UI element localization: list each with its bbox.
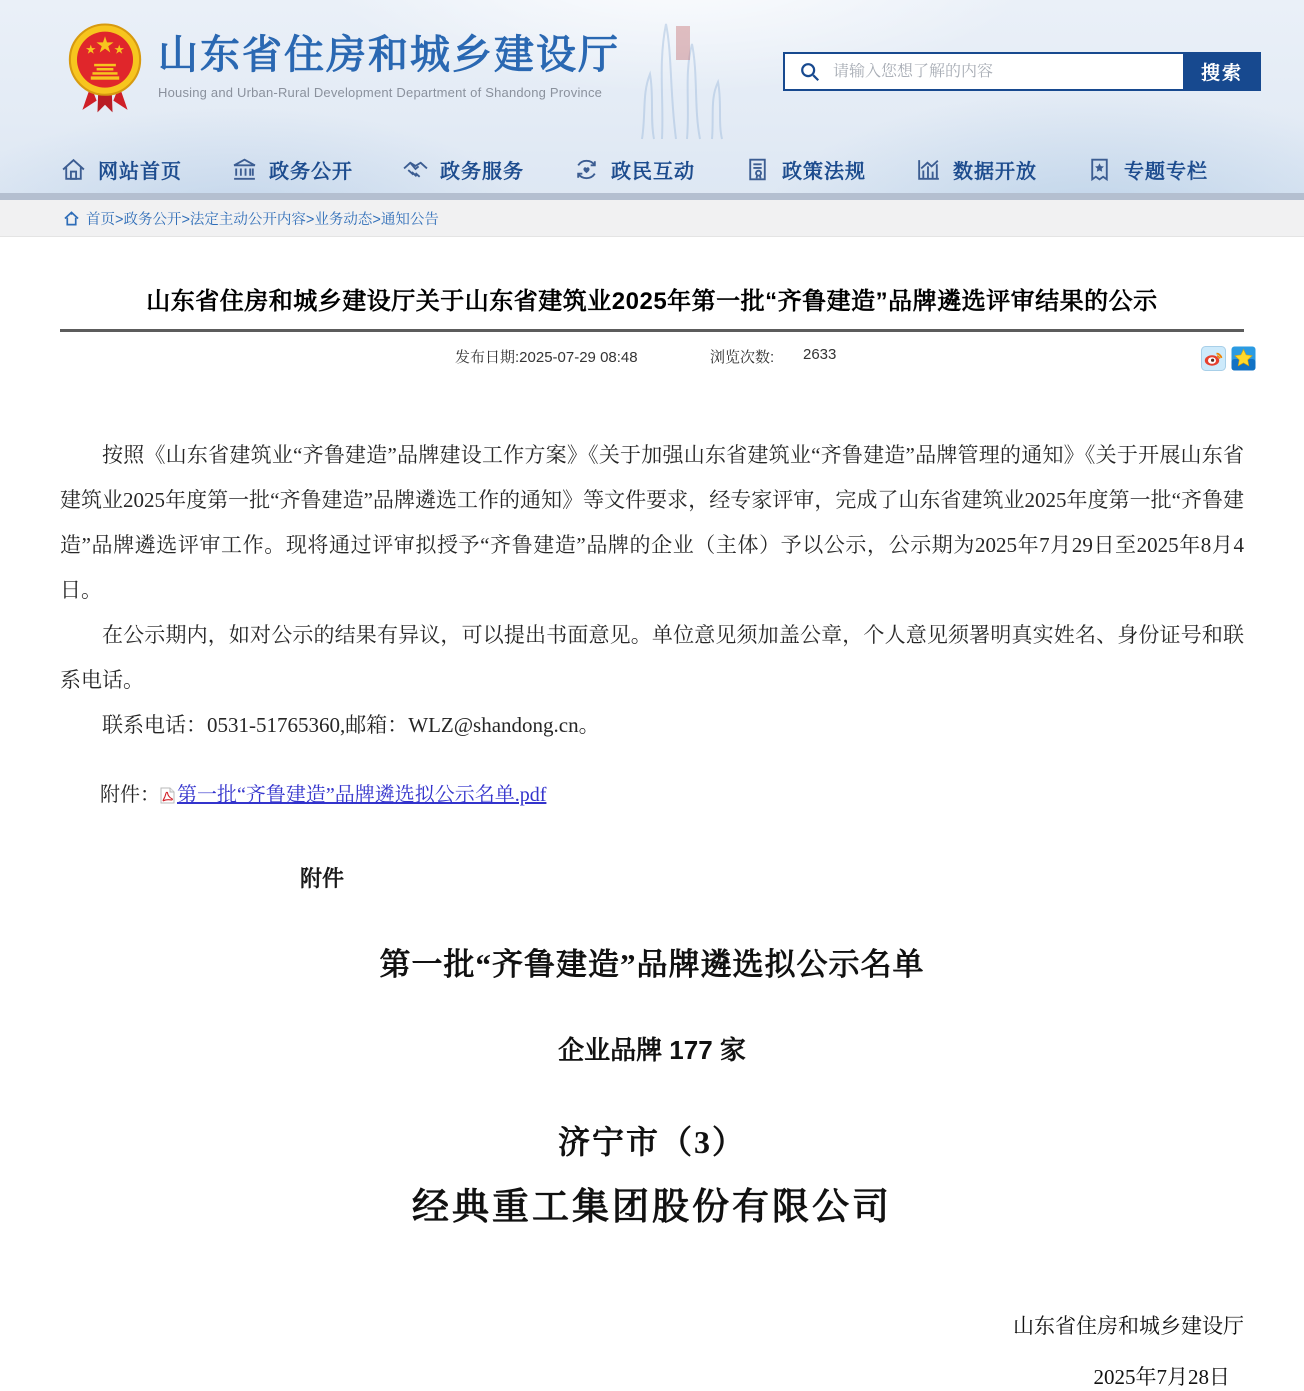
nav-label: 专题专栏 — [1124, 160, 1208, 183]
nav-label: 网站首页 — [98, 160, 182, 183]
interaction-heart-icon — [573, 156, 600, 183]
site-title: 山东省住房和城乡建设厅 — [158, 33, 620, 77]
main-navigation — [0, 145, 1304, 193]
top-header-zone — [0, 0, 1304, 200]
attachment-document-preview — [60, 862, 1244, 1391]
weibo-share-icon[interactable] — [1201, 346, 1226, 371]
home-icon — [64, 211, 79, 226]
pdf-file-icon — [160, 787, 175, 804]
search-bar — [783, 52, 1261, 91]
article-body — [60, 433, 1244, 748]
doc-heading: 附件 — [300, 866, 345, 891]
handshake-icon — [402, 156, 429, 183]
doc-city-group: 济宁市（3） — [557, 1124, 746, 1160]
search-button[interactable]: 搜索 — [1183, 52, 1261, 91]
search-icon — [799, 61, 821, 83]
view-count-label: 浏览次数: — [710, 349, 775, 366]
breadcrumb — [0, 200, 1304, 237]
publish-date: 发布日期:2025-07-29 08:48 — [455, 349, 638, 366]
article-meta-row — [60, 332, 1244, 380]
doc-company-name: 经典重工集团股份有限公司 — [412, 1187, 892, 1228]
nav-item-policies[interactable] — [744, 155, 866, 184]
doc-date: 2025年7月28日 — [1093, 1365, 1230, 1389]
attachment-row — [60, 778, 1244, 807]
paragraph: 在公示期内，如对公示的结果有异议，可以提出书面意见。单位意见须加盖公章，个人意见须署明真实姓名、身份证号和联系电话。 — [60, 623, 1244, 692]
nav-label: 政务公开 — [269, 160, 353, 183]
doc-subtitle-count: 企业品牌 177 家 — [558, 1035, 746, 1065]
site-header — [0, 0, 1304, 145]
nav-separator-band — [0, 193, 1304, 200]
breadcrumb-path[interactable]: 首页>政务公开>法定主动公开内容>业务动态>通知公告 — [86, 211, 439, 228]
site-subtitle-english: Housing and Urban-Rural Development Department of Shandong Province — [158, 85, 603, 100]
site-brand — [158, 33, 620, 100]
nav-label: 政策法规 — [782, 160, 866, 183]
nav-item-gov-disclosure[interactable] — [231, 155, 353, 184]
nav-label: 政民互动 — [611, 160, 695, 183]
national-emblem-logo — [63, 22, 147, 114]
doc-title: 第一批“齐鲁建造”品牌遴选拟公示名单 — [379, 947, 925, 982]
attachment-pdf-link[interactable]: 第一批“齐鲁建造”品牌遴选拟公示名单.pdf — [177, 784, 547, 806]
nav-label: 政务服务 — [440, 160, 524, 183]
data-chart-icon — [915, 156, 942, 183]
nav-item-home[interactable] — [60, 155, 182, 184]
article-title: 山东省住房和城乡建设厅关于山东省建筑业2025年第一批“齐鲁建造”品牌遴选评审结果的公示 — [146, 288, 1158, 315]
nav-label: 数据开放 — [953, 160, 1037, 183]
view-count-value: 2633 — [803, 346, 837, 363]
paragraph: 联系电话：0531-51765360,邮箱：WLZ@shandong.cn。 — [102, 713, 600, 737]
home-icon — [60, 156, 87, 183]
policy-document-icon — [744, 156, 771, 183]
qzone-share-icon[interactable] — [1231, 346, 1256, 371]
share-icons — [1201, 346, 1256, 371]
nav-item-special-topics[interactable] — [1086, 155, 1208, 184]
doc-signature: 山东省住房和城乡建设厅 — [1013, 1314, 1244, 1338]
article-content — [0, 237, 1304, 1391]
nav-item-gov-services[interactable] — [402, 155, 524, 184]
paragraph: 按照《山东省建筑业“齐鲁建造”品牌建设工作方案》《关于加强山东省建筑业“齐鲁建造”品牌管理的通知》《关于开展山东省建筑业2025年度第一批“齐鲁建造”品牌遴选工作的通知》等文件要求，经专家评审，完成了山东省建筑业2025年度第一批“齐鲁建造”品牌遴选评审工作。现将通过评审拟授予“齐鲁建造”品牌的企业（主体）予以公示，公示期为2025年7月29日至2025年8月4日。 — [60, 443, 1244, 602]
nav-item-open-data[interactable] — [915, 155, 1037, 184]
special-topic-icon — [1086, 156, 1113, 183]
government-building-icon — [231, 156, 258, 183]
search-input[interactable] — [833, 63, 1183, 81]
attachment-label: 附件： — [100, 784, 160, 806]
nav-item-public-interaction[interactable] — [573, 155, 695, 184]
